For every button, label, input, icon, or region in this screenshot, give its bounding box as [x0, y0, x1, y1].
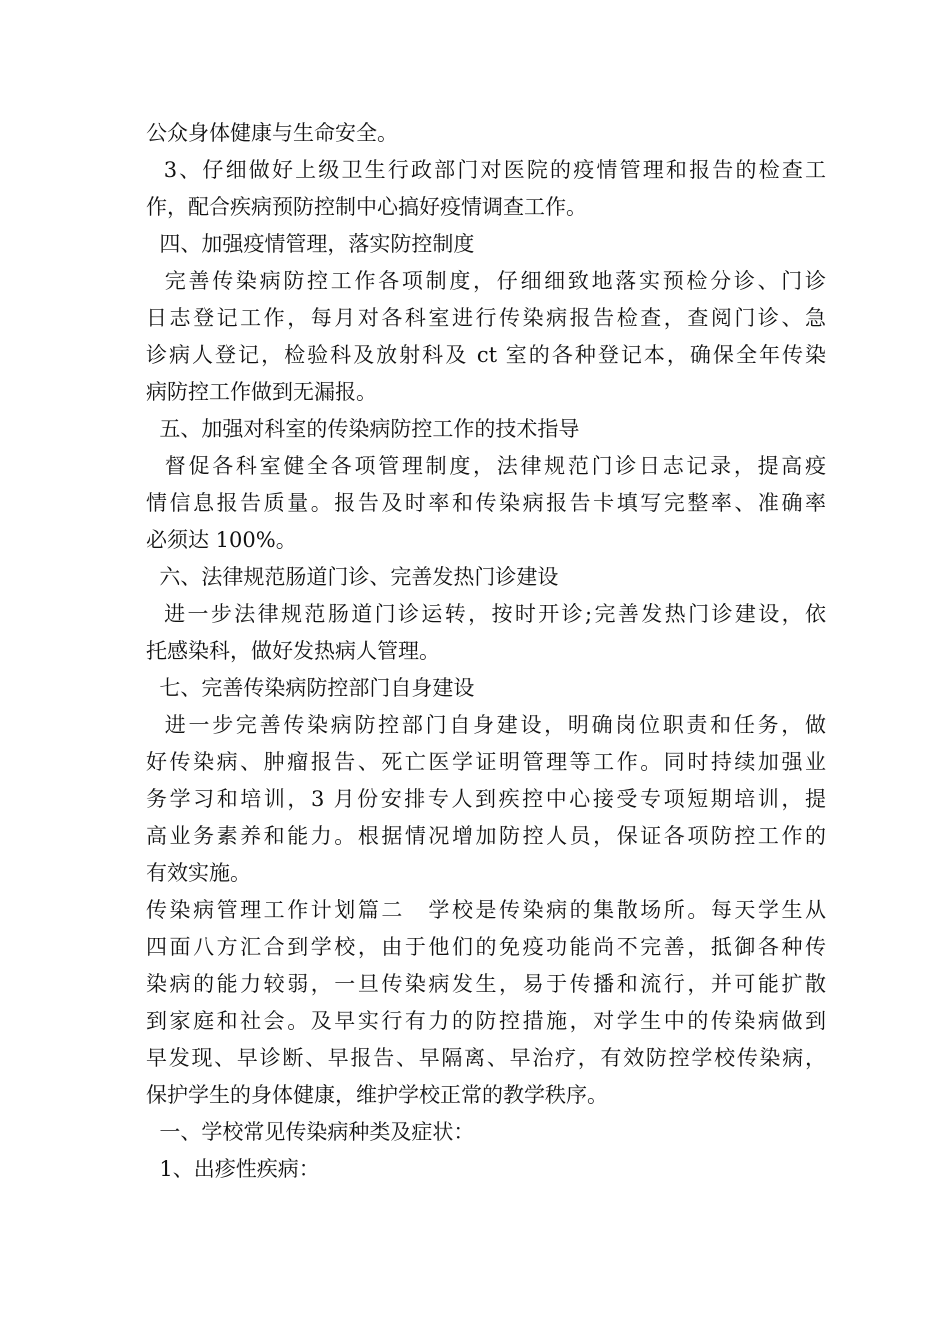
text-line: 好传染病、肿瘤报告、死亡医学证明管理等工作。同时持续加强业	[146, 750, 826, 774]
text-line: 染病的能力较弱，一旦传染病发生，易于传播和流行，并可能扩散	[146, 972, 826, 996]
text-line: 必须达 100%。	[146, 528, 297, 552]
text-line: 四面八方汇合到学校，由于他们的免疫功能尚不完善，抵御各种传	[146, 935, 826, 959]
text-line: 传染病管理工作计划篇二 学校是传染病的集散场所。每天学生从	[146, 898, 826, 922]
text-line: 3、仔细做好上级卫生行政部门对医院的疫情管理和报告的检查工	[146, 158, 826, 182]
text-line: 督促各科室健全各项管理制度，法律规范门诊日志记录，提高疫	[146, 454, 826, 478]
document-body	[146, 115, 826, 1188]
section-heading: 四、加强疫情管理，落实防控制度	[146, 232, 475, 256]
text-line: 务学习和培训，3 月份安排专人到疾控中心接受专项短期培训，提	[146, 787, 826, 811]
text-line: 作，配合疾病预防控制中心搞好疫情调查工作。	[146, 195, 587, 219]
text-line: 进一步完善传染病防控部门自身建设，明确岗位职责和任务，做	[146, 713, 826, 737]
text-line: 高业务素养和能力。根据情况增加防控人员，保证各项防控工作的	[146, 824, 826, 848]
section-heading: 一、学校常见传染病种类及症状：	[146, 1120, 475, 1144]
text-line: 1、出疹性疾病：	[146, 1157, 320, 1181]
text-line: 日志登记工作，每月对各科室进行传染病报告检查，查阅门诊、急	[146, 306, 826, 330]
text-line: 到家庭和社会。及早实行有力的防控措施，对学生中的传染病做到	[146, 1009, 826, 1033]
text-line: 有效实施。	[146, 861, 251, 885]
text-line: 早发现、早诊断、早报告、早隔离、早治疗，有效防控学校传染病，	[146, 1046, 826, 1070]
section-heading: 六、法律规范肠道门诊、完善发热门诊建设	[146, 565, 559, 589]
text-line: 完善传染病防控工作各项制度，仔细细致地落实预检分诊、门诊	[146, 269, 826, 293]
text-line: 保护学生的身体健康，维护学校正常的教学秩序。	[146, 1083, 608, 1107]
text-line: 诊病人登记，检验科及放射科及 ct 室的各种登记本，确保全年传染	[146, 343, 826, 367]
section-heading: 五、加强对科室的传染病防控工作的技术指导	[146, 417, 580, 441]
text-line: 情信息报告质量。报告及时率和传染病报告卡填写完整率、准确率	[146, 491, 826, 515]
text-line: 托感染科，做好发热病人管理。	[146, 639, 440, 663]
text-line: 公众身体健康与生命安全。	[146, 121, 398, 145]
text-line: 病防控工作做到无漏报。	[146, 380, 377, 404]
text-line: 进一步法律规范肠道门诊运转，按时开诊;完善发热门诊建设，依	[146, 602, 826, 626]
section-heading: 七、完善传染病防控部门自身建设	[146, 676, 475, 700]
